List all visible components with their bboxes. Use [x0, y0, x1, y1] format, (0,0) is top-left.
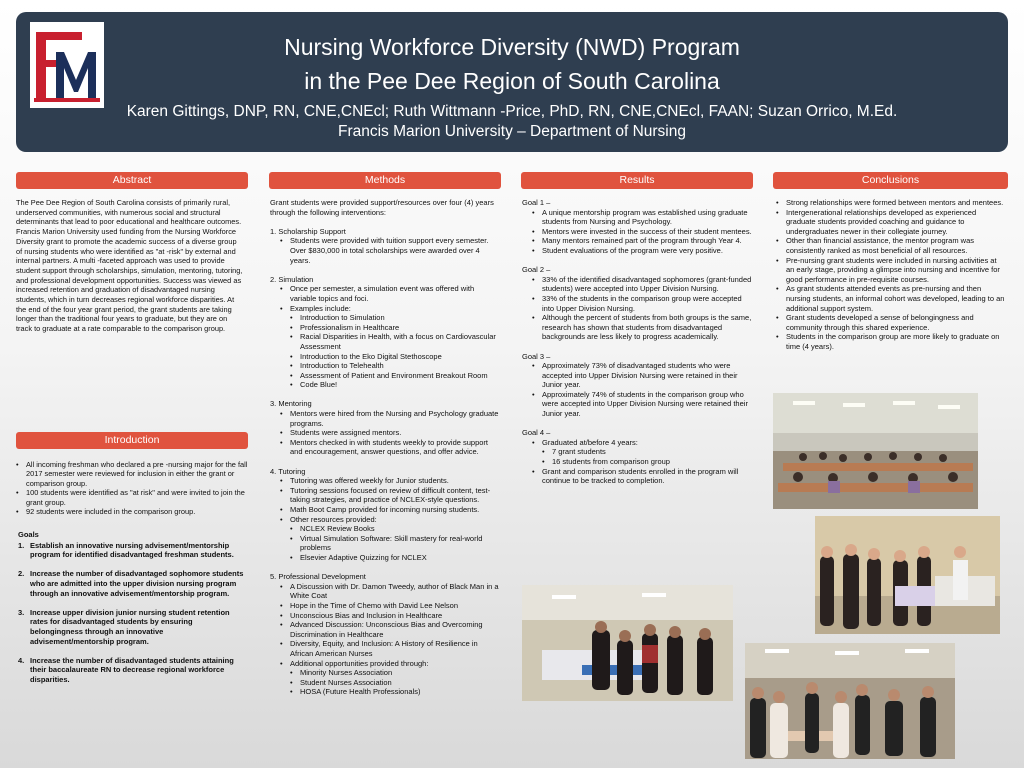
result-goal-title: Goal 2 – [522, 265, 551, 275]
simulation-example: • Introduction to Telehealth [270, 361, 502, 371]
result-bullet: • Grant and comparison students enrolled in the program will continue to be tracked to completion. [522, 467, 754, 486]
result-bullet: • Although the percent of students from both groups is the same, research has shown that students from disadvantaged backgrounds are less likely to progress academically. [522, 313, 754, 342]
results-body [522, 198, 754, 486]
result-subbullet: • 7 grant students [522, 447, 754, 457]
goals-heading: Goals [18, 530, 39, 539]
poster-header [16, 12, 1008, 152]
result-bullet: • Approximately 73% of disadvantaged students who were accepted into Upper Division Nursing were retained in their Junior year. [522, 361, 754, 390]
method-bullet: • Mentors were hired from the Nursing and Psychology graduate programs. [270, 409, 502, 428]
method-title: 2. Simulation [270, 274, 314, 284]
conclusion-bullet: • Other than financial assistance, the mentor program was consistently ranked as most beneficial of all resources. [766, 236, 1006, 255]
method-bullet: • Tutoring sessions focused on review of difficult content, test-taking strategies, and practice of NCLEX-style questions. [270, 486, 502, 505]
simulation-example: • Code Blue! [270, 380, 502, 390]
conclusion-bullet: • Intergenerational relationships developed as experienced graduate students provided coaching and guidance to undergraduates newer in their collegiate journey. [766, 208, 1006, 237]
poster-title-line2: in the Pee Dee Region of South Carolina [304, 68, 720, 94]
result-goal-title: Goal 3 – [522, 351, 551, 361]
goal-item: 1. Establish an innovative nursing advisement/mentorship program for identified disadvantaged freshman students. [18, 540, 234, 560]
method-bullet: • Other resources provided: [270, 515, 502, 525]
method-bullet: • Additional opportunities provided through: [270, 659, 502, 669]
method-bullet: • Examples include: [270, 304, 502, 314]
method-bullet: • Students were assigned mentors. [270, 428, 502, 438]
organization-item: • Minority Nurses Association [270, 668, 502, 678]
method-bullet: • Students were provided with tuition support every semester. Over $830,000 in total scholarships were awarded over 4 years. [270, 236, 502, 265]
method-title: 1. Scholarship Support [270, 226, 346, 236]
method-bullet: • Once per semester, a simulation event was offered with variable topics and foci. [270, 284, 502, 303]
intro-bullet: • 92 students were included in the comparison group. [6, 507, 248, 516]
abstract-heading: Abstract [16, 172, 248, 189]
method-bullet: • Tutoring was offered weekly for Junior students. [270, 476, 502, 486]
goal-item: 4. Increase the number of disadvantaged students attaining their baccalaureate RN to decrease regional workforce disparities. [18, 655, 234, 684]
result-bullet: • Student evaluations of the program were very positive. [522, 246, 754, 256]
result-bullet: • Approximately 74% of students in the comparison group who were accepted into Upper Division Nursing were retained their Junior year. [522, 390, 754, 419]
conclusion-bullet: • As grant students attended events as pre-nursing and then nursing students, an informal cohort was developed, leading to an additional support system. [766, 284, 1006, 313]
goal-item: 3. Increase upper division junior nursing student retention rates for disadvantaged students by ensuring belongingness through an innovative advisement/mentorship program. [18, 607, 230, 646]
group-training-photo [745, 643, 955, 759]
conclusions-heading: Conclusions [773, 172, 1008, 189]
method-title: 3. Mentoring [270, 399, 312, 409]
result-bullet: • 33% of the students in the comparison group were accepted into Upper Division Nursing. [522, 294, 754, 313]
abstract-text: The Pee Dee Region of South Carolina consists of primarily rural, underserved communities, with numerous social and structural determinants that lead to poor educational and healthcare outcomes. Francis Marion University used funding from the Nursing Workforce Diversity grant to promote the academic success of a diverse group of nursing students who were identified as "at -risk" by external and internal partners. A multi -faceted approach was used to provide student support through scholarships, simulation, mentoring, tutoring, and professional development opportunities. Success was viewed as increased retention and graduation of disadvantaged nursing students, which in turn decreases regional workforce disparities. At the end of the four year grant period, the grant students are taking longer than the traditional four years to graduate, but they are on track to graduate at a rate comparable to the comparison group. [16, 198, 243, 334]
result-goal-title: Goal 1 – [522, 198, 551, 207]
result-bullet: • A unique mentorship program was established using graduate students from Nursing and Psychology. [522, 208, 754, 227]
intro-bullet: • All incoming freshman who declared a pre -nursing major for the fall 2017 semester were reviewed for inclusion in either the grant or comparison group. [6, 460, 248, 488]
simulation-example: • Professionalism in Healthcare [270, 323, 502, 333]
goal-item: 2. Increase the number of disadvantaged sophomore students who are admitted into the upper division nursing program through an innovative advisement/mentorship program. [18, 569, 244, 598]
skills-lab-photo [522, 585, 733, 701]
tutoring-resource: • Virtual Simulation Software: Skill mastery for real-world problems [270, 534, 502, 553]
simulation-example: • Assessment of Patient and Environment Breakout Room [270, 371, 502, 381]
results-heading: Results [521, 172, 753, 189]
conclusion-bullet: • Grant students developed a sense of belongingness and community through this shared experience. [766, 313, 1006, 332]
introduction-heading: Introduction [16, 432, 248, 449]
poster-title-line1: Nursing Workforce Diversity (NWD) Program [284, 34, 740, 60]
simulation-example: • Introduction to the Eko Digital Stethoscope [270, 352, 502, 362]
intro-bullet: • 100 students were identified as "at risk" and were invited to join the grant group. [6, 488, 248, 507]
result-bullet: • 33% of the identified disadvantaged sophomores (grant-funded students) were accepted into Upper Division Nursing. [522, 275, 754, 294]
result-bullet: • Graduated at/before 4 years: [522, 438, 754, 448]
simulation-example: • Introduction to Simulation [270, 313, 502, 323]
tutoring-resource: • Elsevier Adaptive Quizzing for NCLEX [270, 553, 502, 563]
methods-intro: Grant students were provided support/resources over four (4) years through the following interventions: [270, 198, 494, 217]
result-goal-title: Goal 4 – [522, 428, 551, 438]
method-bullet: • Diversity, Equity, and Inclusion: A History of Resilience in African American Nurses [270, 639, 502, 658]
result-bullet: • Many mentors remained part of the program through Year 4. [522, 236, 754, 246]
method-bullet: • Unconscious Bias and Inclusion in Healthcare [270, 611, 502, 621]
simulation-lab-photo [815, 516, 1000, 634]
organization-item: • Student Nurses Association [270, 678, 502, 688]
conclusions-body [770, 198, 1006, 352]
conclusion-bullet: • Pre-nursing grant students were included in nursing activities at an early stage, providing a glimpse into nursing and incentive for good performance in pre-requisite courses. [766, 256, 1006, 285]
result-bullet: • Mentors were invested in the success of their student mentees. [522, 227, 754, 237]
methods-body [270, 198, 502, 697]
simulation-example: • Racial Disparities in Health, with a focus on Cardiovascular Assessment [270, 332, 502, 351]
method-bullet: • Advanced Discussion: Unconscious Bias and Overcoming Discrimination in Healthcare [270, 620, 502, 639]
methods-heading: Methods [269, 172, 501, 189]
authors: Karen Gittings, DNP, RN, CNE,CNEcl; Ruth Wittmann -Price, PhD, RN, CNE,CNEcl, FAAN; Suzan Orrico, M.Ed. [126, 103, 898, 120]
goals-section [18, 530, 246, 685]
method-bullet: • Math Boot Camp provided for incoming nursing students. [270, 505, 502, 515]
tutoring-resource: • NCLEX Review Books [270, 524, 502, 534]
affiliation: Francis Marion University – Department of Nursing [337, 123, 686, 140]
introduction-body [16, 460, 248, 516]
method-bullet: • A Discussion with Dr. Damon Tweedy, author of Black Man in a White Coat [270, 582, 502, 601]
method-title: 4. Tutoring [270, 466, 306, 476]
classroom-photo [773, 393, 978, 509]
result-subbullet: • 16 students from comparison group [522, 457, 754, 467]
method-bullet: • Hope in the Time of Chemo with David Lee Nelson [270, 601, 502, 611]
method-title: 5. Professional Development [270, 572, 366, 582]
method-bullet: • Mentors checked in with students weekly to provide support and encouragement, answer questions, and offer advice. [270, 438, 502, 457]
organization-item: • HOSA (Future Health Professionals) [270, 687, 502, 697]
conclusion-bullet: • Students in the comparison group are more likely to graduate on time (4 years). [766, 332, 1006, 351]
conclusion-bullet: • Strong relationships were formed between mentors and mentees. [766, 198, 1006, 208]
